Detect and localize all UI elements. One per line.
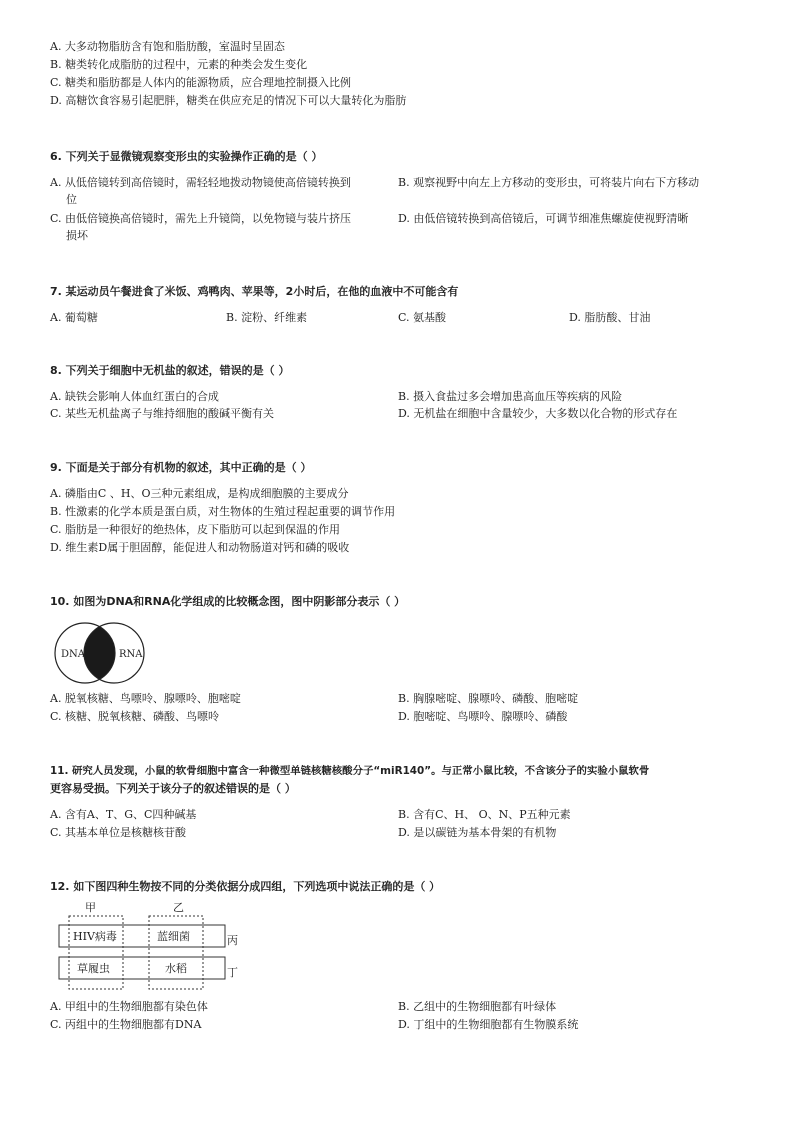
classification-diagram <box>55 898 245 992</box>
q8-stem: 8. 下列关于细胞中无机盐的叙述，错误的是（ ） <box>50 364 290 377</box>
q6-option-a-cont: 位 <box>66 193 77 206</box>
q5-option-c: C. 糖类和脂肪都是人体内的能源物质，应合理地控制摄入比例 <box>50 76 352 89</box>
venn-diagram <box>50 620 150 686</box>
q11-stem-cont: 更容易受损。下列关于该分子的叙述错误的是（ ） <box>50 782 296 795</box>
q12-option-b: B. 乙组中的生物细胞都有叶绿体 <box>398 1000 557 1013</box>
q11-option-c: C. 其基本单位是核糖核苷酸 <box>50 826 187 839</box>
q9-option-b: B. 性激素的化学本质是蛋白质，对生物体的生殖过程起重要的调节作用 <box>50 505 396 518</box>
venn-dna-label: DNA <box>61 649 85 660</box>
q11-option-a: A. 含有A、T、G、C四种碱基 <box>50 808 197 821</box>
q7-option-a: A. 葡萄糖 <box>50 311 98 324</box>
q8-option-c: C. 某些无机盐离子与维持细胞的酸碱平衡有关 <box>50 407 275 420</box>
q5-option-a: A. 大多动物脂肪含有饱和脂肪酸，室温时呈固态 <box>50 40 285 53</box>
group-yi-box <box>149 916 203 989</box>
q10-option-d: D. 胞嘧啶、鸟嘌呤、腺嘌呤、磷酸 <box>398 710 568 723</box>
q9-stem: 9. 下面是关于部分有机物的叙述，其中正确的是（ ） <box>50 461 312 474</box>
q9-option-a: A. 磷脂由C 、H、O三种元素组成，是构成细胞膜的主要成分 <box>50 487 349 500</box>
q7-option-c: C. 氨基酸 <box>398 311 447 324</box>
q10-option-a: A. 脱氧核糖、鸟嘌呤、腺嘌呤、胞嘧啶 <box>50 692 241 705</box>
q9-option-c: C. 脂肪是一种很好的绝热体，皮下脂肪可以起到保温的作用 <box>50 523 341 536</box>
q12-option-d: D. 丁组中的生物细胞都有生物膜系统 <box>398 1018 579 1031</box>
q6-option-a: A. 从低倍镜转到高倍镜时，需轻轻地拨动物镜使高倍镜转换到 <box>50 176 351 189</box>
q10-stem: 10. 如图为DNA和RNA化学组成的比较概念图，图中阴影部分表示（ ） <box>50 595 406 608</box>
cell-caolvchong: 草履虫 <box>77 962 110 975</box>
q7-option-d: D. 脂肪酸、甘油 <box>569 311 651 324</box>
q6-stem: 6. 下列关于显微镜观察变形虫的实验操作正确的是（ ） <box>50 150 323 163</box>
cell-lanxijun: 蓝细菌 <box>157 930 190 943</box>
venn-rna-label: RNA <box>119 649 143 660</box>
q11-option-b: B. 含有C、H、 O、N、P五种元素 <box>398 808 571 821</box>
q12-option-c: C. 丙组中的生物细胞都有DNA <box>50 1018 202 1031</box>
q11-option-d: D. 是以碳链为基本骨架的有机物 <box>398 826 557 839</box>
q7-option-b: B. 淀粉、纤维素 <box>226 311 308 324</box>
q5-option-d: D. 高糖饮食容易引起肥胖，糖类在供应充足的情况下可以大量转化为脂肪 <box>50 94 407 107</box>
q9-option-d: D. 维生素D属于胆固醇，能促进人和动物肠道对钙和磷的吸收 <box>50 541 350 554</box>
q6-option-c-cont: 损坏 <box>66 229 88 242</box>
q7-stem: 7. 某运动员午餐进食了米饭、鸡鸭肉、苹果等，2小时后，在他的血液中不可能含有 <box>50 285 459 298</box>
q6-option-b: B. 观察视野中向左上方移动的变形虫，可将装片向右下方移动 <box>398 176 700 189</box>
q6-option-c: C. 由低倍镜换高倍镜时，需先上升镜筒，以免物镜与装片挤压 <box>50 212 352 225</box>
q12-stem: 12. 如下图四种生物按不同的分类依据分成四组，下列选项中说法正确的是（ ） <box>50 880 441 893</box>
q8-option-b: B. 摄入食盐过多会增加患高血压等疾病的风险 <box>398 390 623 403</box>
q8-option-a: A. 缺铁会影响人体血红蛋白的合成 <box>50 390 219 403</box>
q10-option-c: C. 核糖、脱氧核糖、磷酸、鸟嘌呤 <box>50 710 220 723</box>
cell-shuidao: 水稻 <box>165 962 187 975</box>
label-jia: 甲 <box>85 901 96 914</box>
group-jia-box <box>69 916 123 989</box>
cell-hiv: HIV病毒 <box>73 930 117 943</box>
label-yi: 乙 <box>173 901 184 914</box>
q11-stem: 11. 研究人员发现，小鼠的软骨细胞中富含一种微型单链核糖核酸分子“miR140”。与正常小鼠比较，不含该分子的实验小鼠软骨 <box>50 765 650 777</box>
label-ding: 丁 <box>227 966 238 979</box>
q8-option-d: D. 无机盐在细胞中含量较少，大多数以化合物的形式存在 <box>398 407 678 420</box>
q6-option-d: D. 由低倍镜转换到高倍镜后，可调节细准焦螺旋使视野清晰 <box>398 212 689 225</box>
q10-option-b: B. 胸腺嘧啶、腺嘌呤、磷酸、胞嘧啶 <box>398 692 579 705</box>
q12-option-a: A. 甲组中的生物细胞都有染色体 <box>50 1000 208 1013</box>
label-bing: 丙 <box>227 934 238 947</box>
q5-option-b: B. 糖类转化成脂肪的过程中，元素的种类会发生变化 <box>50 58 308 71</box>
